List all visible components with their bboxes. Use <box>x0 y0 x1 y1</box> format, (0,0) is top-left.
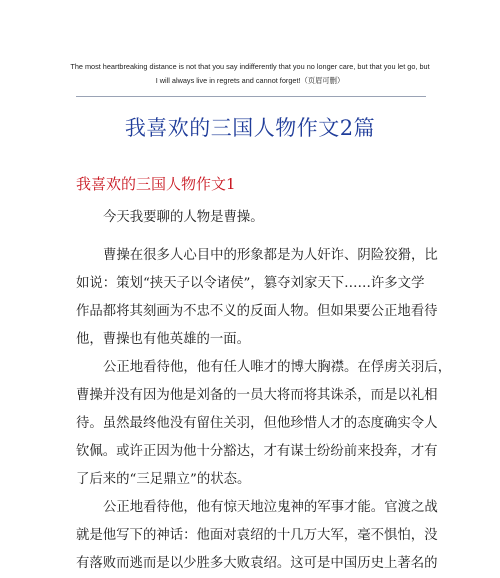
paragraph-3 <box>76 354 452 494</box>
paragraph-line: 了后来的“三足鼎立”的状态。 <box>76 472 251 487</box>
header-divider <box>76 96 426 97</box>
section-title: 我喜欢的三国人物作文1 <box>76 175 236 193</box>
paragraph-line: 公正地看待他，他有惊天地泣鬼神的军事才能。官渡之战 <box>103 500 438 515</box>
paragraph-line: 就是他写下的神话：他面对袁绍的十几万大军，毫不惧怕，没 <box>76 528 438 543</box>
paragraph-line: 曹操在很多人心目中的形象都是为人奸诈、阴险狡猾，比 <box>103 248 438 263</box>
paragraph-line: 今天我要聊的人物是曹操。 <box>103 210 264 225</box>
paragraph-line: 作品都将其刻画为不忠不义的反面人物。但如果要公正地看待 <box>76 304 438 319</box>
paragraph-line: 钦佩。或许正因为他十分豁达，才有谋士纷纷前来投奔，才有 <box>76 444 438 459</box>
paragraph-line: 曹操并没有因为他是刘备的一员大将而将其诛杀，而是以礼相 <box>76 388 438 403</box>
paragraph-4 <box>76 494 438 578</box>
paragraph-line: 如说：策划“挟天子以令诸侯”，篡夺刘家天下……许多文学 <box>76 276 425 291</box>
paragraph-1 <box>76 204 428 232</box>
paragraph-line: 有落败而逃而是以少胜多大败袁绍。这可是中国历史上著名的 <box>76 556 438 571</box>
header-line-2: I will always live in regrets and cannot forget!（页眉可删） <box>155 76 345 85</box>
paragraph-line: 公正地看待他，他有任人唯才的博大胸襟。在俘虏关羽后， <box>103 360 452 375</box>
paragraph-line: 待。虽然最终他没有留住关羽，但他珍惜人才的态度确实令人 <box>76 416 438 431</box>
paragraph-2 <box>76 242 438 354</box>
header-line-1: The most heartbreaking distance is not that you say indifferently that you no longer care, but that you let go, but <box>70 62 430 71</box>
paragraph-line: 他，曹操也有他英雄的一面。 <box>76 332 251 347</box>
page-header <box>70 60 430 88</box>
document-title: 我喜欢的三国人物作文2篇 <box>124 116 376 140</box>
